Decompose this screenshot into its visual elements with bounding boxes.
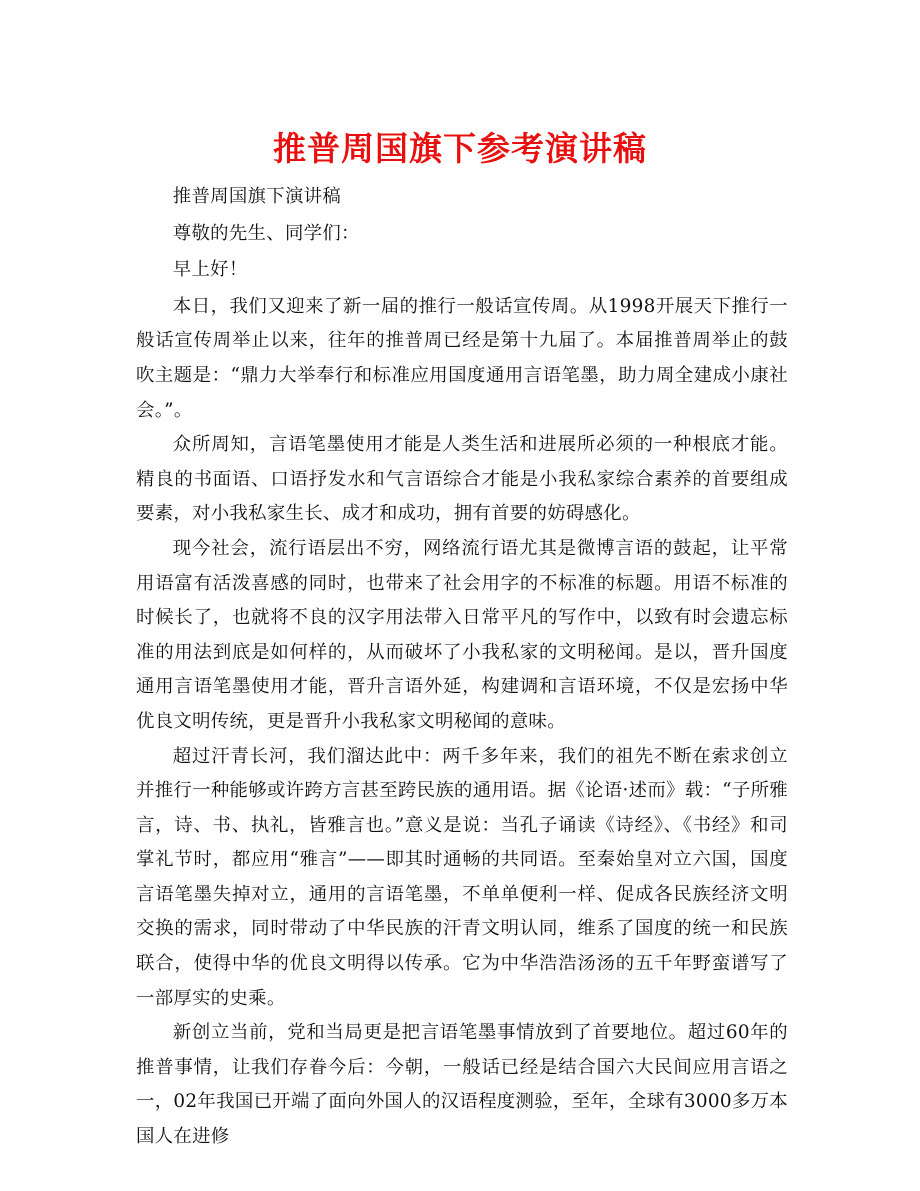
paragraph-intro: 本日，我们又迎来了新一届的推行一般话宣传周。从1998开展天下推行一般话宣传周举止以来，往年的推普周已经是第十九届了。本届推普周举止的鼓吹主题是：“鼎力大举奉行和标准应用国度通用言语笔墨，助力周全建成小康社会。”。 [136,295,788,421]
document-title: 推普周国旗下参考演讲稿 [273,129,647,168]
salutation: 尊敬的先生、同学们： [172,222,360,244]
paragraph-new-era: 新创立当前，党和当局更是把言语笔墨事情放到了首要地位。超过60年的推普事情，让我们存眷今后：今朝，一般话已经是结合国六大民间应用言语之一，02年我国已开端了面向外国人的汉语程度测验，至年，全球有3000多万本国人在进修 [136,1022,788,1148]
greeting: 早上好！ [172,259,248,281]
speech-subtitle: 推普周国旗下演讲稿 [172,186,342,207]
document-body [136,180,788,1155]
paragraph-language-ability: 众所周知，言语笔墨使用才能是人类生活和进展所必须的一种根底才能。精良的书面语、口语抒发水和气言语综合才能是小我私家综合素养的首要组成要素，对小我私家生长、成才和成功，拥有首要的妨碍感化。 [136,434,788,525]
paragraph-history: 超过汗青长河，我们溜达此中：两千多年来，我们的祖先不断在索求创立并推行一种能够或许跨方言甚至跨民族的通用语。据《论语·述而》载：“子所雅言，诗、书、执礼，皆雅言也。”意义是说：当孔子诵读《诗经》、《书经》和司掌礼节时，都应用“雅言”——即其时通畅的共同语。至秦始皇对立六国，国度言语笔墨失掉对立，通用的言语笔墨，不单单便利一样、促成各民族经济文明交换的需求，同时带动了中华民族的汗青文明认同，维系了国度的统一和民族联合，使得中华的优良文明得以传承。它为中华浩浩汤汤的五千年野蛮谱写了一部厚实的史乘。 [136,745,788,1009]
paragraph-modern-society: 现今社会，流行语层出不穷，网络流行语尤其是微博言语的鼓起，让平常用语富有活泼喜感的同时，也带来了社会用字的不标准的标题。用语不标准的时候长了，也就将不良的汉字用法带入日常平凡的写作中，以致有时会遗忘标准的用法到底是如何样的，从而破坏了小我私家的文明秘闻。是以，晋升国度通用言语笔墨使用才能，晋升言语外延，构建调和言语环境，不仅是宏扬中华优良文明传统，更是晋升小我私家文明秘闻的意味。 [136,537,788,732]
